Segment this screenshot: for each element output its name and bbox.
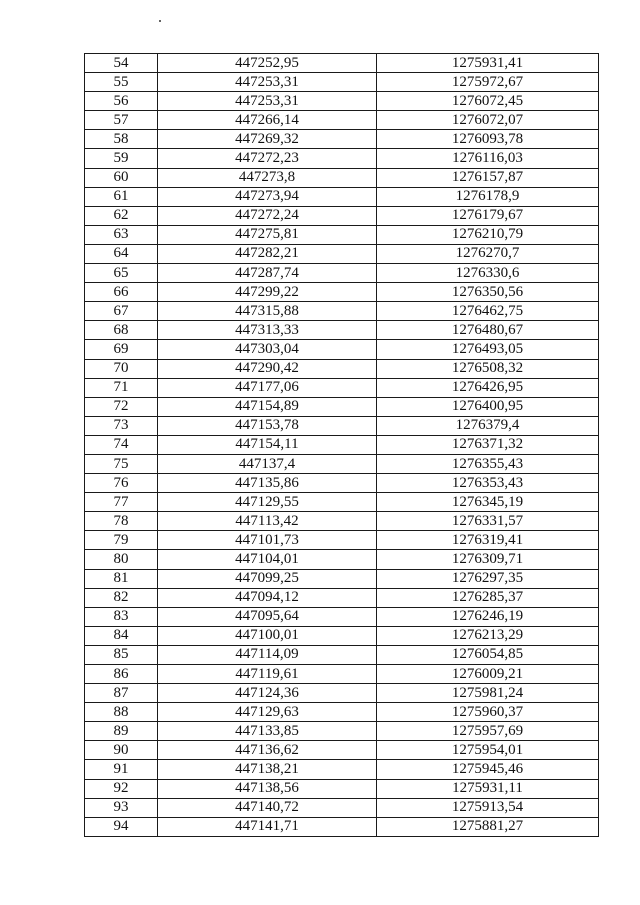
y-coordinate-cell: 1276508,32 (377, 359, 599, 378)
x-coordinate-cell: 447315,88 (158, 302, 377, 321)
y-coordinate-cell: 1276371,32 (377, 435, 599, 454)
x-coordinate-cell: 447153,78 (158, 416, 377, 435)
x-coordinate-cell: 447253,31 (158, 92, 377, 111)
x-coordinate-cell: 447100,01 (158, 626, 377, 645)
y-coordinate-cell: 1275945,46 (377, 760, 599, 779)
point-number-cell: 63 (85, 225, 158, 244)
y-coordinate-cell: 1276054,85 (377, 645, 599, 664)
y-coordinate-cell: 1276157,87 (377, 168, 599, 187)
table-row (85, 73, 599, 92)
point-number-cell: 93 (85, 798, 158, 817)
table-row (85, 397, 599, 416)
table-row (85, 92, 599, 111)
table-row (85, 798, 599, 817)
y-coordinate-cell: 1276213,29 (377, 626, 599, 645)
x-coordinate-cell: 447154,89 (158, 397, 377, 416)
y-coordinate-cell: 1275981,24 (377, 684, 599, 703)
y-coordinate-cell: 1276009,21 (377, 665, 599, 684)
table-row (85, 493, 599, 512)
point-number-cell: 71 (85, 378, 158, 397)
y-coordinate-cell: 1276116,03 (377, 149, 599, 168)
point-number-cell: 91 (85, 760, 158, 779)
x-coordinate-cell: 447273,94 (158, 187, 377, 206)
x-coordinate-cell: 447252,95 (158, 54, 377, 73)
table-row (85, 283, 599, 302)
x-coordinate-cell: 447273,8 (158, 168, 377, 187)
point-number-cell: 75 (85, 454, 158, 473)
table-row (85, 512, 599, 531)
table-row (85, 454, 599, 473)
table-row (85, 779, 599, 798)
point-number-cell: 77 (85, 493, 158, 512)
table-row (85, 378, 599, 397)
point-number-cell: 73 (85, 416, 158, 435)
table-row (85, 149, 599, 168)
y-coordinate-cell: 1276093,78 (377, 130, 599, 149)
x-coordinate-cell: 447119,61 (158, 665, 377, 684)
table-row (85, 741, 599, 760)
x-coordinate-cell: 447099,25 (158, 569, 377, 588)
point-number-cell: 80 (85, 550, 158, 569)
x-coordinate-cell: 447287,74 (158, 264, 377, 283)
x-coordinate-cell: 447269,32 (158, 130, 377, 149)
x-coordinate-cell: 447129,63 (158, 703, 377, 722)
table-row (85, 168, 599, 187)
table-row (85, 607, 599, 626)
y-coordinate-cell: 1276400,95 (377, 397, 599, 416)
x-coordinate-cell: 447282,21 (158, 244, 377, 263)
y-coordinate-cell: 1275913,54 (377, 798, 599, 817)
table-row (85, 569, 599, 588)
point-number-cell: 55 (85, 73, 158, 92)
point-number-cell: 82 (85, 588, 158, 607)
table-row (85, 588, 599, 607)
y-coordinate-cell: 1276480,67 (377, 321, 599, 340)
x-coordinate-cell: 447138,21 (158, 760, 377, 779)
point-number-cell: 72 (85, 397, 158, 416)
coordinate-table-body (85, 54, 599, 837)
x-coordinate-cell: 447094,12 (158, 588, 377, 607)
x-coordinate-cell: 447140,72 (158, 798, 377, 817)
y-coordinate-cell: 1276270,7 (377, 244, 599, 263)
y-coordinate-cell: 1276319,41 (377, 531, 599, 550)
y-coordinate-cell: 1276246,19 (377, 607, 599, 626)
point-number-cell: 59 (85, 149, 158, 168)
x-coordinate-cell: 447299,22 (158, 283, 377, 302)
table-row (85, 187, 599, 206)
y-coordinate-cell: 1276285,37 (377, 588, 599, 607)
point-number-cell: 60 (85, 168, 158, 187)
table-row (85, 817, 599, 836)
table-row (85, 645, 599, 664)
x-coordinate-cell: 447313,33 (158, 321, 377, 340)
point-number-cell: 83 (85, 607, 158, 626)
point-number-cell: 78 (85, 512, 158, 531)
x-coordinate-cell: 447266,14 (158, 111, 377, 130)
x-coordinate-cell: 447124,36 (158, 684, 377, 703)
x-coordinate-cell: 447095,64 (158, 607, 377, 626)
table-row (85, 626, 599, 645)
table-row (85, 416, 599, 435)
point-number-cell: 61 (85, 187, 158, 206)
x-coordinate-cell: 447133,85 (158, 722, 377, 741)
point-number-cell: 66 (85, 283, 158, 302)
table-row (85, 264, 599, 283)
point-number-cell: 68 (85, 321, 158, 340)
x-coordinate-cell: 447290,42 (158, 359, 377, 378)
x-coordinate-cell: 447113,42 (158, 512, 377, 531)
x-coordinate-cell: 447303,04 (158, 340, 377, 359)
table-row (85, 359, 599, 378)
point-number-cell: 84 (85, 626, 158, 645)
y-coordinate-cell: 1276072,45 (377, 92, 599, 111)
x-coordinate-cell: 447104,01 (158, 550, 377, 569)
table-row (85, 474, 599, 493)
y-coordinate-cell: 1276210,79 (377, 225, 599, 244)
table-row (85, 435, 599, 454)
table-row (85, 206, 599, 225)
y-coordinate-cell: 1275881,27 (377, 817, 599, 836)
point-number-cell: 58 (85, 130, 158, 149)
y-coordinate-cell: 1275957,69 (377, 722, 599, 741)
y-coordinate-cell: 1275954,01 (377, 741, 599, 760)
x-coordinate-cell: 447141,71 (158, 817, 377, 836)
point-number-cell: 92 (85, 779, 158, 798)
point-number-cell: 79 (85, 531, 158, 550)
point-number-cell: 81 (85, 569, 158, 588)
table-row (85, 111, 599, 130)
point-number-cell: 62 (85, 206, 158, 225)
table-row (85, 54, 599, 73)
point-number-cell: 94 (85, 817, 158, 836)
point-number-cell: 89 (85, 722, 158, 741)
x-coordinate-cell: 447137,4 (158, 454, 377, 473)
y-coordinate-cell: 1276178,9 (377, 187, 599, 206)
point-number-cell: 87 (85, 684, 158, 703)
point-number-cell: 88 (85, 703, 158, 722)
y-coordinate-cell: 1276345,19 (377, 493, 599, 512)
table-row (85, 531, 599, 550)
y-coordinate-cell: 1276179,67 (377, 206, 599, 225)
point-number-cell: 69 (85, 340, 158, 359)
y-coordinate-cell: 1275960,37 (377, 703, 599, 722)
point-number-cell: 76 (85, 474, 158, 493)
x-coordinate-cell: 447101,73 (158, 531, 377, 550)
y-coordinate-cell: 1276426,95 (377, 378, 599, 397)
point-number-cell: 67 (85, 302, 158, 321)
x-coordinate-cell: 447177,06 (158, 378, 377, 397)
x-coordinate-cell: 447272,24 (158, 206, 377, 225)
x-coordinate-cell: 447272,23 (158, 149, 377, 168)
point-number-cell: 64 (85, 244, 158, 263)
y-coordinate-cell: 1276355,43 (377, 454, 599, 473)
y-coordinate-cell: 1276331,57 (377, 512, 599, 531)
table-row (85, 130, 599, 149)
point-number-cell: 90 (85, 741, 158, 760)
table-row (85, 550, 599, 569)
table-row (85, 703, 599, 722)
y-coordinate-cell: 1275931,11 (377, 779, 599, 798)
point-number-cell: 65 (85, 264, 158, 283)
table-row (85, 665, 599, 684)
point-number-cell: 57 (85, 111, 158, 130)
table-row (85, 244, 599, 263)
x-coordinate-cell: 447129,55 (158, 493, 377, 512)
table-row (85, 760, 599, 779)
table-row (85, 225, 599, 244)
point-number-cell: 54 (85, 54, 158, 73)
x-coordinate-cell: 447253,31 (158, 73, 377, 92)
y-coordinate-cell: 1275972,67 (377, 73, 599, 92)
scan-speck (159, 20, 161, 22)
x-coordinate-cell: 447275,81 (158, 225, 377, 244)
y-coordinate-cell: 1276309,71 (377, 550, 599, 569)
y-coordinate-cell: 1276350,56 (377, 283, 599, 302)
y-coordinate-cell: 1276493,05 (377, 340, 599, 359)
x-coordinate-cell: 447138,56 (158, 779, 377, 798)
y-coordinate-cell: 1275931,41 (377, 54, 599, 73)
point-number-cell: 85 (85, 645, 158, 664)
x-coordinate-cell: 447114,09 (158, 645, 377, 664)
point-number-cell: 70 (85, 359, 158, 378)
x-coordinate-cell: 447136,62 (158, 741, 377, 760)
y-coordinate-cell: 1276353,43 (377, 474, 599, 493)
table-row (85, 302, 599, 321)
point-number-cell: 74 (85, 435, 158, 454)
point-number-cell: 56 (85, 92, 158, 111)
table-row (85, 321, 599, 340)
y-coordinate-cell: 1276072,07 (377, 111, 599, 130)
y-coordinate-cell: 1276379,4 (377, 416, 599, 435)
y-coordinate-cell: 1276462,75 (377, 302, 599, 321)
y-coordinate-cell: 1276297,35 (377, 569, 599, 588)
x-coordinate-cell: 447135,86 (158, 474, 377, 493)
y-coordinate-cell: 1276330,6 (377, 264, 599, 283)
coordinate-table (84, 53, 599, 837)
x-coordinate-cell: 447154,11 (158, 435, 377, 454)
point-number-cell: 86 (85, 665, 158, 684)
table-row (85, 722, 599, 741)
table-row (85, 684, 599, 703)
table-row (85, 340, 599, 359)
